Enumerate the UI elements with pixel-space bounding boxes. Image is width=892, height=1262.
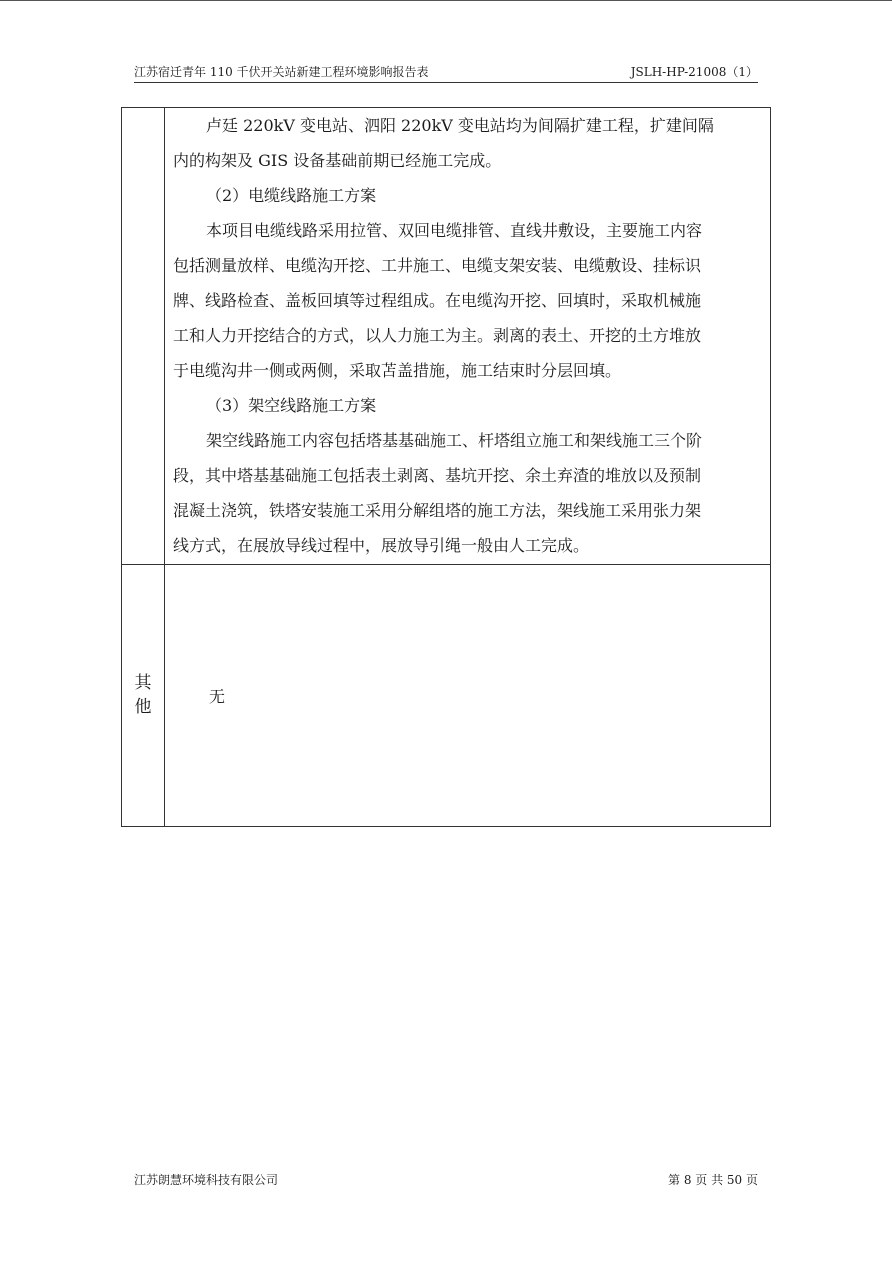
row-divider [122,564,770,565]
body-line: 牌、线路检查、盖板回填等过程组成。在电缆沟开挖、回填时，采取机械施 [173,291,702,310]
section-heading-cable: （2）电缆线路施工方案 [206,186,377,205]
column-divider [164,108,165,826]
other-row-value: 无 [209,687,226,706]
body-line: 本项目电缆线路采用拉管、双回电缆排管、直线井敷设，主要施工内容 [206,221,703,240]
body-line: 包括测量放样、电缆沟开挖、工井施工、电缆支架安装、电缆敷设、挂标识 [173,256,702,275]
footer-company: 江苏朗慧环境科技有限公司 [134,1173,279,1187]
body-line: 工和人力开挖结合的方式，以人力施工为主。剥离的表土、开挖的土方堆放 [173,326,702,345]
other-label-char-1: 其 [134,673,152,693]
body-line: 于电缆沟井一侧或两侧，采取苫盖措施，施工结束时分层回填。 [173,361,622,380]
body-line: 线方式，在展放导线过程中，展放导引绳一般由人工完成。 [173,536,590,555]
section-heading-overhead: （3）架空线路施工方案 [206,396,377,415]
body-line: 卢廷 220kV 变电站、泗阳 220kV 变电站均为间隔扩建工程，扩建间隔 [206,116,714,135]
body-line: 架空线路施工内容包括塔基基础施工、杆塔组立施工和架线施工三个阶 [206,431,703,450]
page-top-border [0,0,892,1]
other-row-label [122,671,164,719]
body-line: 内的构架及 GIS 设备基础前期已经施工完成。 [173,151,502,170]
body-line: 段，其中塔基基础施工包括表土剥离、基坑开挖、余土弃渣的堆放以及预制 [173,466,702,485]
footer-page-number: 第 8 页 共 50 页 [668,1173,758,1187]
header-doc-code: JSLH-HP-21008（1） [630,65,758,79]
page-footer [134,1170,758,1190]
header-title: 江苏宿迁青年 110 千伏开关站新建工程环境影响报告表 [134,65,429,79]
page-header [134,62,758,83]
body-line: 混凝土浇筑，铁塔安装施工采用分解组塔的施工方法，架线施工采用张力架 [173,501,702,520]
other-label-char-2: 他 [134,697,152,717]
construction-plan-cell [173,108,763,563]
content-table [121,107,771,827]
